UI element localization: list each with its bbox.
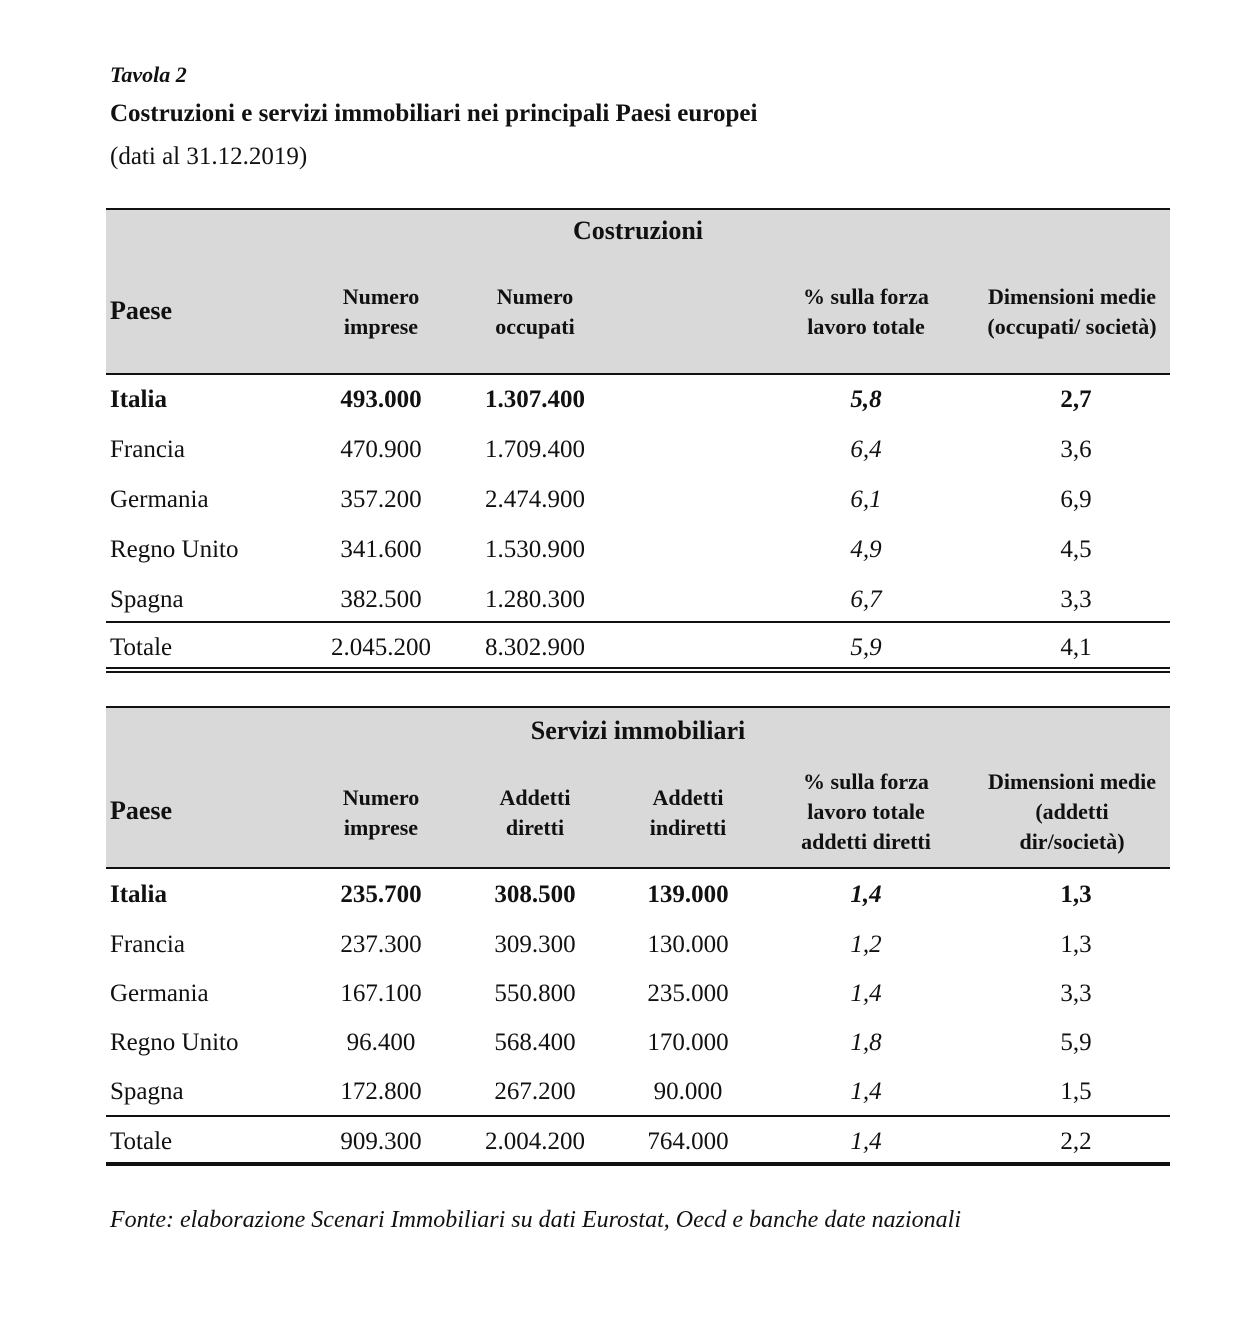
cell-perc: 1,4 (850, 1128, 882, 1155)
cell-dimensioni: 3,3 (1060, 586, 1092, 613)
cell-indiretti: 764.000 (647, 1128, 729, 1155)
table-row (106, 375, 1170, 425)
cell-diretti: 309.300 (494, 931, 576, 958)
cell-dimensioni: 4,1 (1060, 634, 1092, 661)
cell-imprese: 909.300 (340, 1128, 422, 1155)
cell-diretti: 550.800 (494, 980, 576, 1007)
cell-dimensioni: 4,5 (1060, 536, 1092, 563)
cell-dimensioni: 2,7 (1060, 386, 1092, 413)
cell-perc: 4,9 (850, 536, 882, 563)
cell-dimensioni: 2,2 (1060, 1128, 1092, 1155)
section-title: Servizi immobiliari (530, 716, 746, 745)
column-header-dimensioni: Dimensioni medie (occupati/ società) (987, 284, 1157, 339)
bottom-rule (106, 667, 1170, 669)
section-title: Costruzioni (573, 216, 703, 245)
cell-paese: Spagna (110, 586, 184, 613)
cell-paese: Germania (110, 486, 209, 513)
cell-dimensioni: 3,3 (1060, 980, 1092, 1007)
cell-dimensioni: 3,6 (1060, 436, 1092, 463)
bottom-rule (106, 671, 1170, 673)
column-header-numero-imprese: Numero imprese (342, 785, 420, 840)
table-label: Tavola 2 (110, 62, 187, 87)
cell-perc: 1,4 (850, 980, 882, 1007)
column-header-numero-imprese: Numero imprese (342, 284, 420, 339)
cell-imprese: 235.700 (340, 881, 422, 908)
costruzioni-header (106, 208, 1170, 375)
cell-occupati: 2.474.900 (485, 486, 585, 513)
cell-paese: Francia (110, 931, 185, 958)
cell-dimensioni: 1,3 (1060, 881, 1092, 908)
cell-indiretti: 90.000 (653, 1078, 723, 1105)
cell-dimensioni: 6,9 (1060, 486, 1092, 513)
cell-paese: Francia (110, 436, 185, 463)
cell-dimensioni: 1,5 (1060, 1078, 1092, 1105)
column-header-dimensioni: Dimensioni medie (addetti dir/società) (987, 769, 1157, 854)
cell-perc: 1,4 (850, 1078, 882, 1105)
column-header-numero-occupati: Numero occupati (495, 284, 575, 339)
cell-perc: 1,8 (850, 1029, 882, 1056)
cell-indiretti: 139.000 (647, 881, 729, 908)
cell-perc: 6,7 (850, 586, 882, 613)
cell-paese: Italia (110, 386, 167, 413)
cell-imprese: 167.100 (340, 980, 422, 1007)
table-row (106, 425, 1170, 475)
table-row (106, 1067, 1170, 1117)
table-row (106, 475, 1170, 525)
bottom-rule (106, 1162, 1170, 1166)
cell-perc: 6,1 (850, 486, 882, 513)
servizi-header (106, 706, 1170, 869)
column-header-perc-forza: % sulla forza lavoro totale (803, 284, 929, 339)
column-header-perc-forza: % sulla forza lavoro totale addetti diretti (801, 769, 931, 854)
cell-imprese: 470.900 (340, 436, 422, 463)
cell-imprese: 2.045.200 (331, 634, 431, 661)
cell-paese: Germania (110, 980, 209, 1007)
page-title: Costruzioni e servizi immobiliari nei principali Paesi europei (110, 100, 758, 127)
cell-occupati: 8.302.900 (485, 634, 585, 661)
cell-indiretti: 130.000 (647, 931, 729, 958)
table-row (106, 575, 1170, 625)
cell-paese: Totale (110, 1128, 173, 1155)
cell-occupati: 1.307.400 (485, 386, 585, 413)
cell-occupati: 1.709.400 (485, 436, 585, 463)
source-note: Fonte: elaborazione Scenari Immobiliari su dati Eurostat, Oecd e banche date nazionali (110, 1207, 961, 1233)
column-header-paese: Paese (110, 796, 173, 825)
cell-dimensioni: 5,9 (1060, 1029, 1092, 1056)
cell-paese: Totale (110, 634, 173, 661)
cell-imprese: 172.800 (340, 1078, 422, 1105)
table-row (106, 525, 1170, 575)
page-subtitle: (dati al 31.12.2019) (110, 143, 308, 170)
table-row (106, 920, 1170, 970)
cell-paese: Italia (110, 881, 167, 908)
total-row (106, 1117, 1170, 1167)
cell-diretti: 308.500 (494, 881, 576, 908)
cell-paese: Regno Unito (110, 1029, 239, 1056)
cell-perc: 1,2 (850, 931, 882, 958)
cell-perc: 5,9 (850, 634, 882, 661)
cell-diretti: 2.004.200 (485, 1128, 585, 1155)
cell-diretti: 267.200 (494, 1078, 576, 1105)
table-row (106, 969, 1170, 1019)
column-header-addetti-diretti: Addetti diretti (499, 785, 571, 840)
table-row (106, 870, 1170, 920)
column-header-paese: Paese (110, 296, 173, 325)
cell-paese: Regno Unito (110, 536, 239, 563)
cell-perc: 5,8 (850, 386, 882, 413)
cell-perc: 1,4 (850, 881, 882, 908)
cell-imprese: 237.300 (340, 931, 422, 958)
cell-imprese: 493.000 (340, 386, 422, 413)
cell-dimensioni: 1,3 (1060, 931, 1092, 958)
cell-imprese: 382.500 (340, 586, 422, 613)
cell-occupati: 1.530.900 (485, 536, 585, 563)
cell-occupati: 1.280.300 (485, 586, 585, 613)
table-row (106, 1018, 1170, 1068)
cell-imprese: 357.200 (340, 486, 422, 513)
cell-paese: Spagna (110, 1078, 184, 1105)
cell-imprese: 341.600 (340, 536, 422, 563)
cell-diretti: 568.400 (494, 1029, 576, 1056)
cell-indiretti: 170.000 (647, 1029, 729, 1056)
total-row (106, 623, 1170, 673)
column-header-addetti-indiretti: Addetti indiretti (649, 785, 727, 840)
cell-imprese: 96.400 (346, 1029, 416, 1056)
cell-perc: 6,4 (850, 436, 882, 463)
cell-indiretti: 235.000 (647, 980, 729, 1007)
